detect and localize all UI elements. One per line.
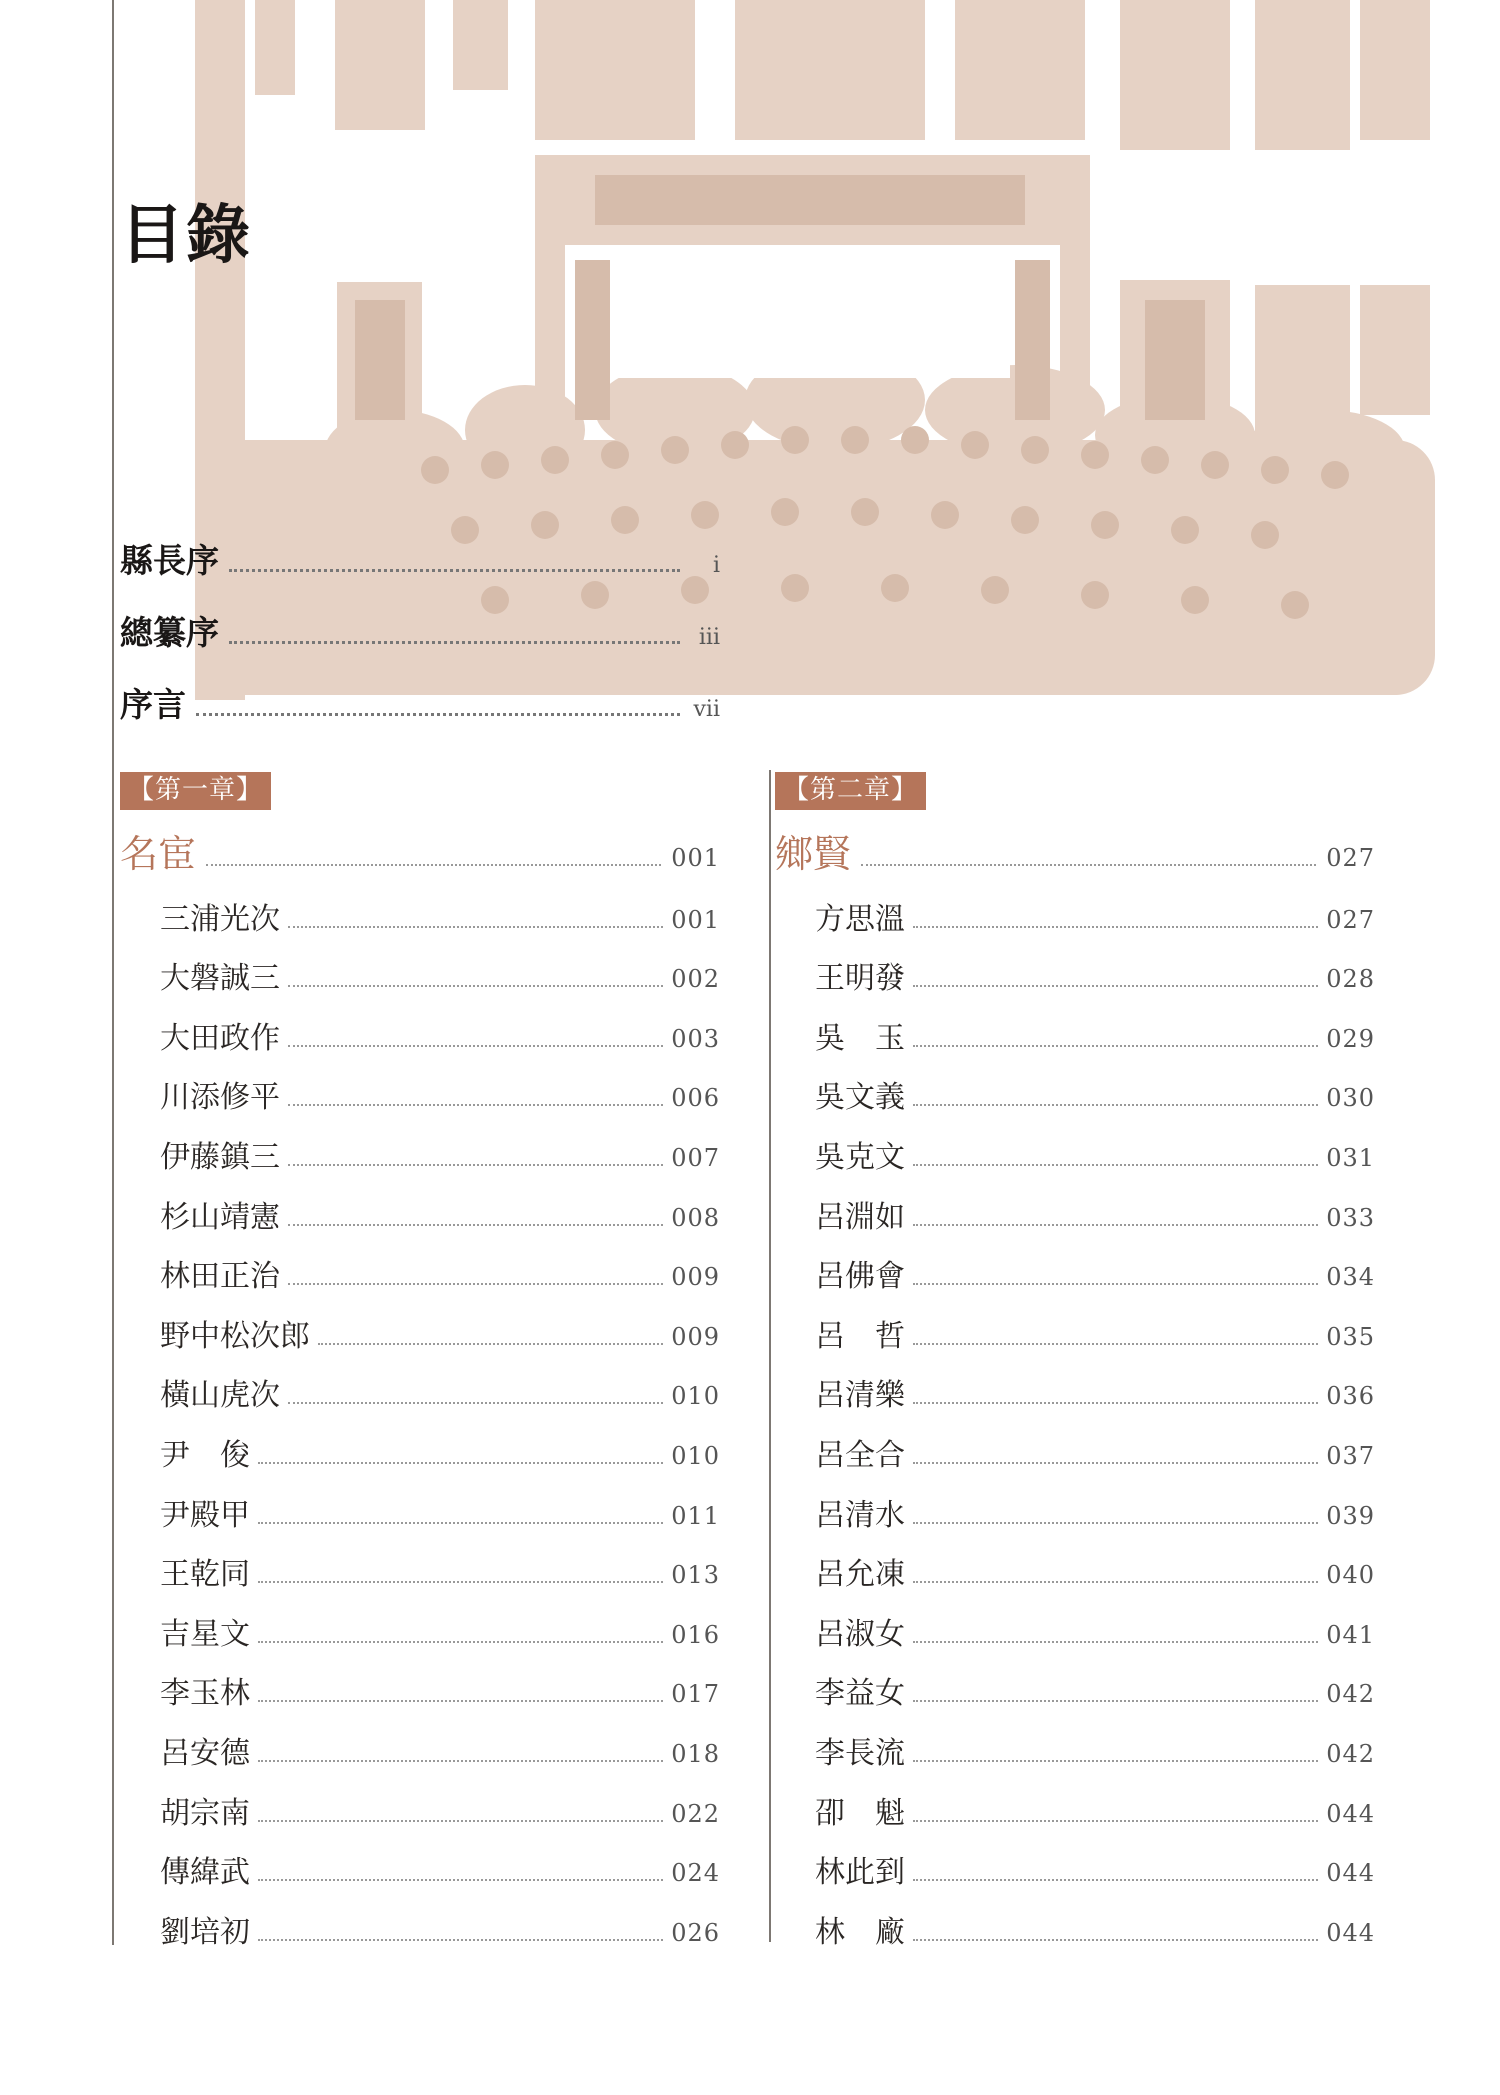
toc-entry-page: 044: [1326, 1918, 1375, 1947]
toc-entry[interactable]: [120, 1176, 720, 1236]
toc-entry-label: 呂允凍: [815, 1557, 905, 1593]
toc-entry-label: 吉星文: [160, 1616, 250, 1652]
toc-entry-label: 王明發: [815, 961, 905, 997]
dot-leader: [913, 1939, 1318, 1941]
chapter-badge: 【第一章】: [120, 772, 271, 810]
toc-entry-label: 杉山靖憲: [160, 1199, 280, 1235]
toc-entry-page: 002: [671, 965, 720, 994]
toc-entry-label: 呂淵如: [815, 1199, 905, 1235]
dot-leader: [258, 1939, 663, 1941]
toc-entry-label: 大田政作: [160, 1020, 280, 1056]
toc-entry-label: 縣長序: [120, 541, 219, 580]
toc-entry-label: 總纂序: [120, 613, 219, 652]
toc-entry[interactable]: [775, 1712, 1375, 1772]
toc-entry-label: 呂全合: [815, 1437, 905, 1473]
toc-entry-page: 003: [671, 1024, 720, 1053]
toc-entry[interactable]: [775, 1534, 1375, 1594]
toc-entry[interactable]: [775, 1832, 1375, 1892]
toc-entry-page: 042: [1326, 1680, 1375, 1709]
entry-list: [775, 878, 1375, 1951]
toc-entry-label: 呂清水: [815, 1497, 905, 1533]
dot-leader: [258, 1522, 663, 1524]
dot-leader: [258, 1760, 663, 1762]
toc-entry-label: 方思溫: [815, 901, 905, 937]
toc-entry[interactable]: [120, 1414, 720, 1474]
chapter-1-column: [120, 772, 720, 1951]
dot-leader: [913, 1581, 1318, 1583]
toc-entry-page: 026: [671, 1918, 720, 1947]
chapter-page: 027: [1326, 844, 1375, 872]
toc-entry-label: 卲 魁: [815, 1795, 905, 1831]
dot-leader: [288, 1283, 663, 1285]
toc-entry-label: 大磐誠三: [160, 961, 280, 997]
toc-entry[interactable]: [120, 1593, 720, 1653]
chapter-page: 001: [671, 844, 720, 872]
dot-leader: [913, 1164, 1318, 1166]
toc-entry-label: 林 廠: [815, 1914, 905, 1950]
chapter-heading: 名宦: [120, 832, 197, 876]
dot-leader: [229, 569, 680, 572]
toc-entry[interactable]: [120, 1474, 720, 1534]
toc-entry-label: 呂安德: [160, 1735, 250, 1771]
toc-entry-label: 吳克文: [815, 1139, 905, 1175]
toc-entry-label: 尹 俊: [160, 1437, 250, 1473]
toc-entry-label: 橫山虎次: [160, 1378, 280, 1414]
toc-entry-label: 劉培初: [160, 1914, 250, 1950]
toc-entry-label: 李益女: [815, 1676, 905, 1712]
dot-leader: [913, 1879, 1318, 1881]
toc-entry-page: 030: [1326, 1084, 1375, 1113]
chapter-heading-row[interactable]: [120, 810, 720, 878]
entry-list: [120, 878, 720, 1951]
dot-leader: [913, 1641, 1318, 1643]
dot-leader: [288, 1164, 663, 1166]
toc-entry[interactable]: [120, 1534, 720, 1594]
toc-entry[interactable]: [120, 1295, 720, 1355]
toc-entry[interactable]: [120, 997, 720, 1057]
toc-entry-page: 042: [1326, 1739, 1375, 1768]
toc-entry[interactable]: [775, 1891, 1375, 1951]
dot-leader: [258, 1641, 663, 1643]
toc-entry[interactable]: [775, 1057, 1375, 1117]
dot-leader: [288, 1402, 663, 1404]
toc-entry[interactable]: [120, 1116, 720, 1176]
dot-leader: [913, 1462, 1318, 1464]
dot-leader: [288, 1045, 663, 1047]
chapter-heading-row[interactable]: [775, 810, 1375, 878]
toc-entry-page: 016: [671, 1620, 720, 1649]
toc-entry-label: 三浦光次: [160, 901, 280, 937]
toc-entry[interactable]: [775, 1116, 1375, 1176]
toc-entry-page: 029: [1326, 1024, 1375, 1053]
toc-entry[interactable]: [775, 1295, 1375, 1355]
toc-entry-page: 008: [671, 1203, 720, 1232]
dot-leader: [258, 1879, 663, 1881]
toc-entry-label: 傳緯武: [160, 1855, 250, 1891]
toc-entry[interactable]: [775, 1593, 1375, 1653]
front-matter-list: [120, 510, 720, 726]
toc-entry-page: 033: [1326, 1203, 1375, 1232]
toc-entry-page: i: [712, 553, 720, 578]
dot-leader: [913, 1343, 1318, 1345]
dot-leader: [288, 1104, 663, 1106]
dot-leader: [913, 926, 1318, 928]
dot-leader: [288, 985, 663, 987]
toc-entry[interactable]: [120, 1653, 720, 1713]
toc-entry-page: iii: [698, 625, 720, 650]
toc-entry-label: 呂 哲: [815, 1318, 905, 1354]
toc-entry-page: 034: [1326, 1263, 1375, 1292]
dot-leader: [913, 1820, 1318, 1822]
dot-leader: [913, 985, 1318, 987]
toc-entry[interactable]: [775, 1474, 1375, 1534]
toc-entry[interactable]: [120, 1832, 720, 1892]
toc-entry-label: 序言: [120, 685, 186, 724]
toc-entry-page: 013: [671, 1561, 720, 1590]
toc-entry-preface-magistrate[interactable]: [120, 510, 720, 582]
toc-entry-label: 呂佛會: [815, 1259, 905, 1295]
toc-entry-label: 胡宗南: [160, 1795, 250, 1831]
toc-entry-page: 006: [671, 1084, 720, 1113]
toc-entry-page: 001: [671, 905, 720, 934]
toc-entry-label: 呂淑女: [815, 1616, 905, 1652]
toc-entry-preface-chief-editor[interactable]: [120, 582, 720, 654]
dot-leader: [206, 864, 661, 866]
toc-entry-page: 024: [671, 1859, 720, 1888]
page-title: 目錄: [120, 198, 252, 273]
toc-entry-label: 川添修平: [160, 1080, 280, 1116]
toc-entry-label: 李玉林: [160, 1676, 250, 1712]
chapter-2-column: [775, 772, 1375, 1951]
chapter-heading: 鄉賢: [775, 832, 852, 876]
toc-entry-label: 吳 玉: [815, 1020, 905, 1056]
toc-entry-label: 李長流: [815, 1735, 905, 1771]
dot-leader: [229, 641, 680, 644]
toc-entry-page: vii: [693, 697, 720, 722]
dot-leader: [861, 864, 1316, 866]
toc-entry-page: 011: [671, 1501, 720, 1530]
toc-entry[interactable]: [120, 938, 720, 998]
dot-leader: [913, 1283, 1318, 1285]
toc-entry-label: 林田正治: [160, 1259, 280, 1295]
toc-entry[interactable]: [120, 1712, 720, 1772]
toc-entry-label: 伊藤鎮三: [160, 1139, 280, 1175]
toc-entry[interactable]: [775, 938, 1375, 998]
toc-entry-foreword[interactable]: [120, 654, 720, 726]
toc-entry-label: 野中松次郎: [160, 1318, 310, 1354]
toc-entry-page: 010: [671, 1382, 720, 1411]
dot-leader: [913, 1224, 1318, 1226]
toc-entry-page: 009: [671, 1322, 720, 1351]
dot-leader: [913, 1700, 1318, 1702]
toc-entry-label: 林此到: [815, 1855, 905, 1891]
toc-entry-page: 036: [1326, 1382, 1375, 1411]
dot-leader: [288, 926, 663, 928]
toc-entry-page: 007: [671, 1143, 720, 1172]
toc-entry[interactable]: [775, 1355, 1375, 1415]
toc-entry-page: 044: [1326, 1799, 1375, 1828]
toc-entry-page: 018: [671, 1739, 720, 1768]
dot-leader: [258, 1700, 663, 1702]
toc-entry-page: 035: [1326, 1322, 1375, 1351]
toc-entry-page: 044: [1326, 1859, 1375, 1888]
toc-entry-page: 017: [671, 1680, 720, 1709]
toc-entry-page: 028: [1326, 965, 1375, 994]
toc-entry[interactable]: [120, 1355, 720, 1415]
dot-leader: [288, 1224, 663, 1226]
dot-leader: [913, 1760, 1318, 1762]
dot-leader: [258, 1820, 663, 1822]
dot-leader: [196, 713, 680, 716]
dot-leader: [913, 1522, 1318, 1524]
toc-entry-page: 010: [671, 1441, 720, 1470]
column-divider: [769, 770, 771, 1942]
toc-entry-label: 王乾同: [160, 1557, 250, 1593]
toc-entry[interactable]: [775, 1236, 1375, 1296]
toc-entry-page: 037: [1326, 1441, 1375, 1470]
toc-entry-page: 039: [1326, 1501, 1375, 1530]
toc-entry[interactable]: [775, 1414, 1375, 1474]
toc-entry-label: 尹殿甲: [160, 1497, 250, 1533]
dot-leader: [913, 1045, 1318, 1047]
toc-entry-label: 吳文義: [815, 1080, 905, 1116]
toc-entry[interactable]: [775, 1653, 1375, 1713]
toc-entry-page: 040: [1326, 1561, 1375, 1590]
toc-entry-page: 027: [1326, 905, 1375, 934]
dot-leader: [258, 1581, 663, 1583]
toc-entry[interactable]: [775, 1772, 1375, 1832]
toc-entry[interactable]: [120, 878, 720, 938]
dot-leader: [258, 1462, 663, 1464]
toc-entry[interactable]: [775, 1176, 1375, 1236]
toc-entry-page: 009: [671, 1263, 720, 1292]
toc-entry-label: 呂清樂: [815, 1378, 905, 1414]
toc-entry-page: 031: [1326, 1143, 1375, 1172]
toc-entry-page: 041: [1326, 1620, 1375, 1649]
left-margin-rule: [112, 0, 114, 1945]
toc-entry[interactable]: [120, 1236, 720, 1296]
chapter-badge: 【第二章】: [775, 772, 926, 810]
toc-entry[interactable]: [120, 1772, 720, 1832]
dot-leader: [318, 1343, 663, 1345]
dot-leader: [913, 1104, 1318, 1106]
dot-leader: [913, 1402, 1318, 1404]
toc-entry[interactable]: [775, 997, 1375, 1057]
toc-entry[interactable]: [775, 878, 1375, 938]
toc-entry[interactable]: [120, 1891, 720, 1951]
toc-entry-page: 022: [671, 1799, 720, 1828]
toc-entry[interactable]: [120, 1057, 720, 1117]
